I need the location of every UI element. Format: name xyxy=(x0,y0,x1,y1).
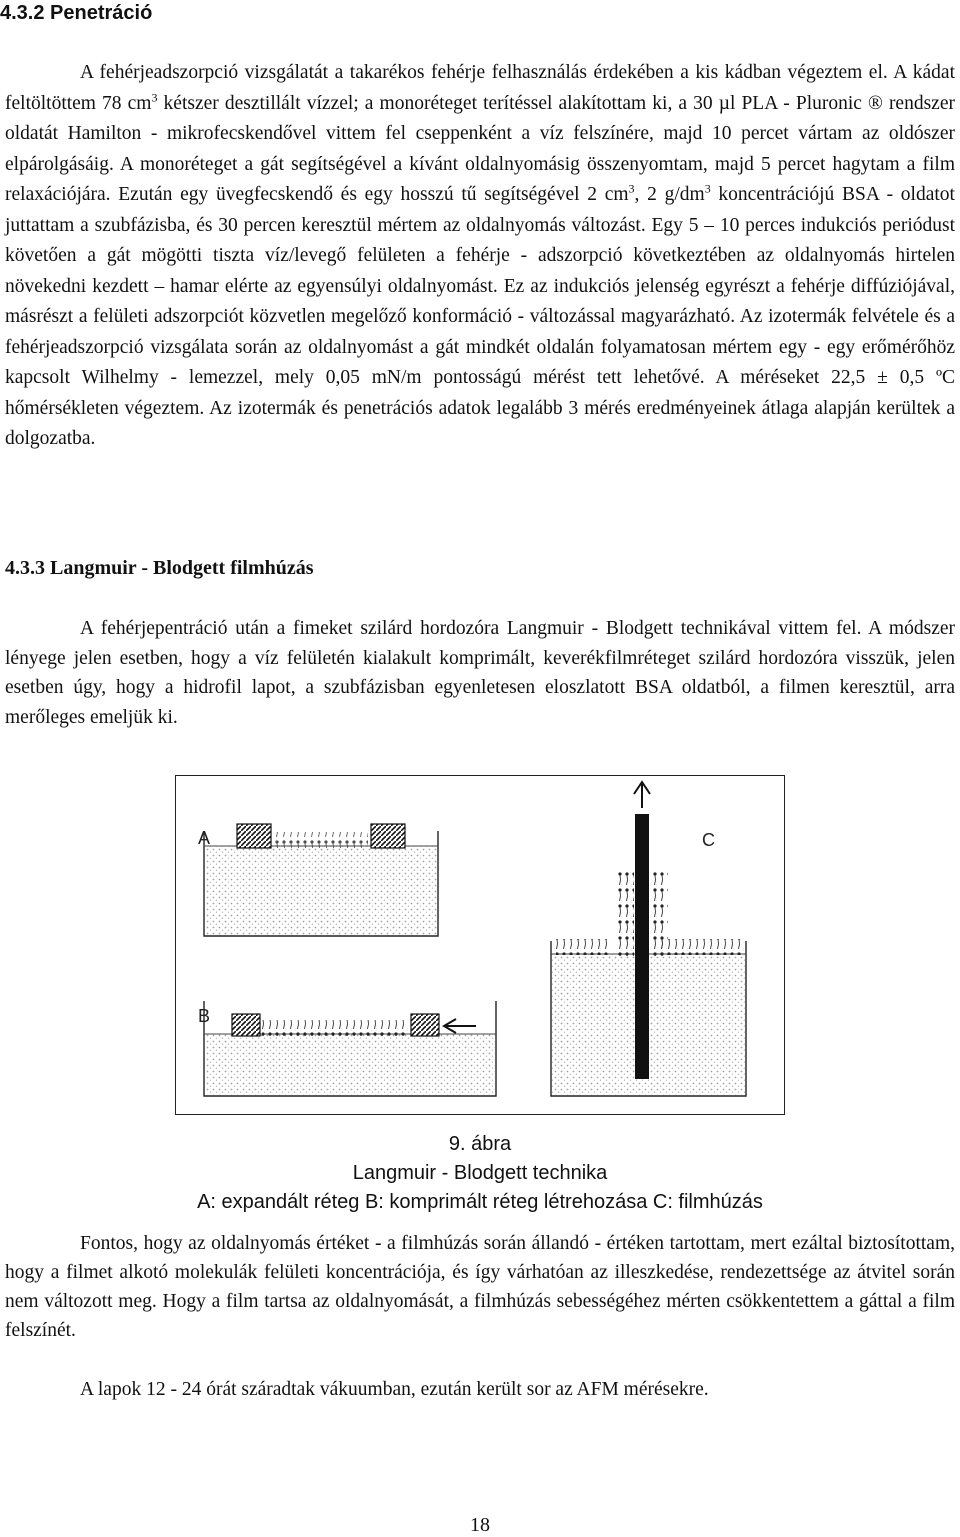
paragraph-szaritas: A lapok 12 - 24 órát száradtak vákuumban, ezután került sor az AFM mérésekre. xyxy=(80,1379,709,1400)
figure-label-b: B xyxy=(198,1006,211,1026)
figure-langmuir-blodgett xyxy=(175,775,785,1115)
section-heading-langmuir-blodgett: 4.3.3 Langmuir - Blodgett filmhúzás xyxy=(5,557,314,579)
figure-label-a: A xyxy=(198,828,211,848)
figure-drawing xyxy=(176,776,783,1113)
paragraph-penetracio: A fehérjeadszorpció vizsgálatát a takarékos fehérje felhasználás érdekében a kis kádban végeztem el. A kádat feltöltöttem 78 $cm^3$ kétszer desztillált vízzel; a monoréteget terítéssel alakítottam ki, a 30 µl PLA - Pluronic ® rendszer oldatát Hamilton - mikrofecskendővel vittem fel cseppenként a víz felszínére, majd 10 percet vártam az oldószer elpárolgásáig. A monoréteget a gát segítségével a kívánt oldalnyomásig összenyomtam, majd 5 percet hagytam a film relaxációjára. Ezután egy üvegfecskendő és egy hosszú tű segítségével 2 $cm^3$, 2 $g/dm^3$ koncentrációjú BSA - oldatot juttattam a szubfázisba, és 30 percen keresztül mértem az oldalnyomás változást. Egy 5 – 10 perces indukciós periódust követően a gát mögötti tiszta víz/levegő felületen a fehérje - adszorpció következtében az oldalnyomás hirtelen növekedni kezdett – hamar elérte az egyensúlyi oldalnyomást. Ez az indukciós jelenség egyrészt a fehérje diffúziójával, másrészt a felületi adszorpciót közvetlen megelőző konformáció - változással magyarázható. Az izotermák felvétele és a fehérjeadszorpció vizsgálata során az oldalnyomást a gát mindkét oldalán folyamatosan mértem egy - egy erőmérőhöz kapcsolt Wilhelmy - lemezzel, mely 0,05 mN/m pontosságú mérést tett lehetővé. A méréseket 22,5 ± 0,5 ºC hőmérsékleten végeztem. Az izotermák és penetrációs adatok legalább 3 mérés eredményeinek átlaga alapján kerültek a dolgozatba. xyxy=(5,62,955,449)
paragraph-filmhuzas: A fehérjepentráció után a fimeket szilárd hordozóra Langmuir - Blodgett technikával vittem fel. A módszer lényege jelen esetben, hogy a víz felületén kialakult komprimált, keverékfilmréteget szilárd hordozóra visszük, jelen esetben úgy, hogy a hidrofil lapot, a szubfázisban egyenletesen eloszlatott BSA oldatból, a filmen keresztül, arra merőleges emeljük ki. xyxy=(5,618,955,728)
paragraph-oldalnyomas: Fontos, hogy az oldalnyomás értéket - a filmhúzás során állandó - értéken tartottam, mert ezáltal biztosítottam, hogy a filmet alkotó molekulák felületi koncentrációja, és így várhatóan az illeszkedése, rendezettsége az átvitel során nem változott meg. Hogy a film tartsa az oldalnyomását, a filmhúzás sebességéhez mérten csökkentettem a gáttal a film felszínét. xyxy=(5,1233,955,1341)
figure-caption-title: Langmuir - Blodgett technika xyxy=(352,1162,608,1184)
tank-b xyxy=(204,1001,496,1096)
page-number: 18 xyxy=(470,1514,490,1536)
tank-a xyxy=(204,824,438,936)
figure-caption-number: 9. ábra xyxy=(448,1133,512,1155)
section-heading-penetracio: 4.3.2 Penetráció xyxy=(0,2,153,24)
figure-label-c: C xyxy=(702,830,715,850)
figure-caption-description: A: expandált réteg B: komprimált réteg létrehozása C: filmhúzás xyxy=(197,1191,763,1213)
tank-c xyxy=(551,782,746,1096)
